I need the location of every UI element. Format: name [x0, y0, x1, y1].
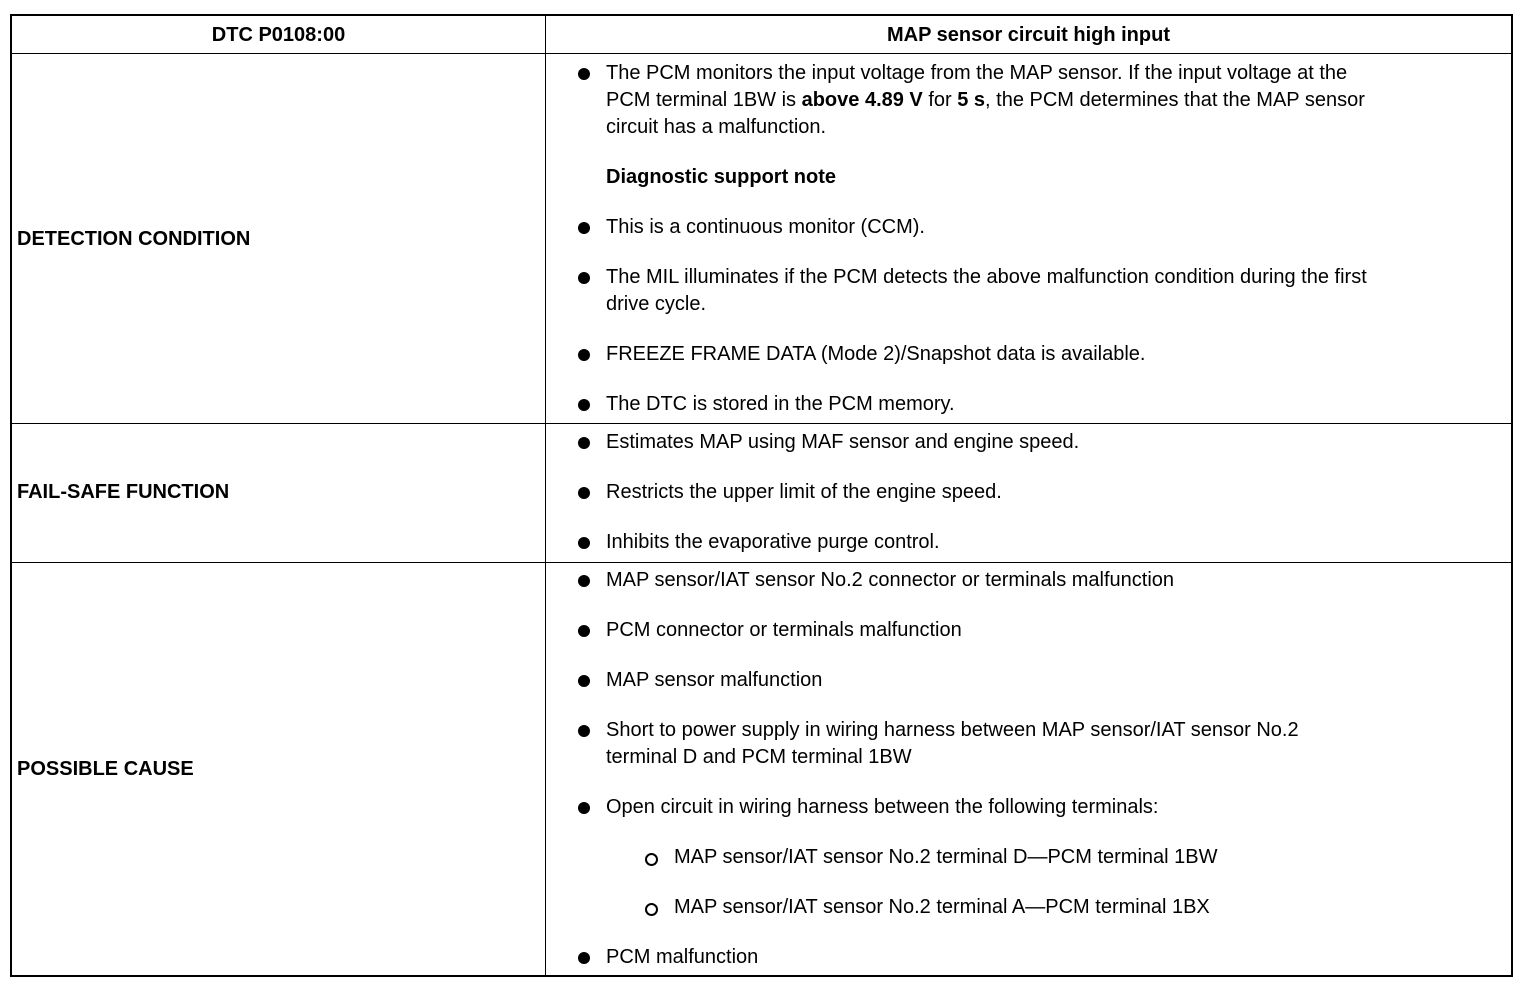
failsafe-item: Restricts the upper limit of the engine speed. [606, 481, 1002, 503]
cause-item: PCM connector or terminals malfunction [606, 619, 962, 641]
cause-item: MAP sensor/IAT sensor No.2 connector or terminals malfunction [606, 569, 1175, 591]
detection-main-line-2: PCM terminal 1BW is above 4.89 V for 5 s, the PCM determines that the MAP sensor [606, 89, 1365, 111]
bullet-icon [578, 537, 590, 549]
diagnostic-support-note-heading: Diagnostic support note [606, 166, 836, 188]
hollow-bullet-icon [645, 903, 658, 916]
hollow-bullet-icon [645, 853, 658, 866]
bullet-icon [578, 802, 590, 814]
failsafe-item: Inhibits the evaporative purge control. [606, 531, 940, 553]
possible-cause-label: POSSIBLE CAUSE [17, 758, 194, 780]
row-divider-detection [12, 423, 1511, 424]
bullet-icon [578, 68, 590, 80]
note-item-mil-cont: drive cycle. [606, 293, 707, 315]
note-item-freeze-frame: FREEZE FRAME DATA (Mode 2)/Snapshot data is available. [606, 343, 1146, 365]
row-divider-failsafe [12, 562, 1511, 563]
column-divider [545, 16, 546, 975]
note-item-dtc-stored: The DTC is stored in the PCM memory. [606, 393, 955, 415]
note-item-ccm: This is a continuous monitor (CCM). [606, 216, 925, 238]
cause-item: Open circuit in wiring harness between the following terminals: [606, 796, 1159, 818]
cause-sub-item: MAP sensor/IAT sensor No.2 terminal A—PCM terminal 1BX [674, 896, 1210, 918]
dtc-title-header: MAP sensor circuit high input [887, 24, 1170, 46]
bullet-icon [578, 952, 590, 964]
cause-item-cont: terminal D and PCM terminal 1BW [606, 746, 912, 768]
bullet-icon [578, 675, 590, 687]
bullet-icon [578, 575, 590, 587]
cause-item: PCM malfunction [606, 946, 759, 968]
bullet-icon [578, 222, 590, 234]
cause-item: MAP sensor malfunction [606, 669, 823, 691]
fail-safe-function-label: FAIL-SAFE FUNCTION [17, 481, 230, 503]
detection-condition-label: DETECTION CONDITION [17, 228, 251, 250]
bullet-icon [578, 399, 590, 411]
failsafe-item: Estimates MAP using MAF sensor and engine speed. [606, 431, 1080, 453]
bullet-icon [578, 272, 590, 284]
detection-main-line-1: The PCM monitors the input voltage from the MAP sensor. If the input voltage at the [606, 62, 1348, 84]
bullet-icon [578, 437, 590, 449]
voltage-threshold: above 4.89 V [801, 89, 923, 111]
bullet-icon [578, 349, 590, 361]
cause-sub-item: MAP sensor/IAT sensor No.2 terminal D—PCM terminal 1BW [674, 846, 1218, 868]
detection-main-line-3: circuit has a malfunction. [606, 116, 827, 138]
dtc-code-header: DTC P0108:00 [211, 24, 346, 46]
row-divider-header [12, 53, 1511, 54]
time-threshold: 5 s [957, 89, 986, 111]
cause-item: Short to power supply in wiring harness between MAP sensor/IAT sensor No.2 [606, 719, 1299, 741]
note-item-mil: The MIL illuminates if the PCM detects the above malfunction condition during the first [606, 266, 1367, 288]
bullet-icon [578, 487, 590, 499]
bullet-icon [578, 625, 590, 637]
bullet-icon [578, 725, 590, 737]
